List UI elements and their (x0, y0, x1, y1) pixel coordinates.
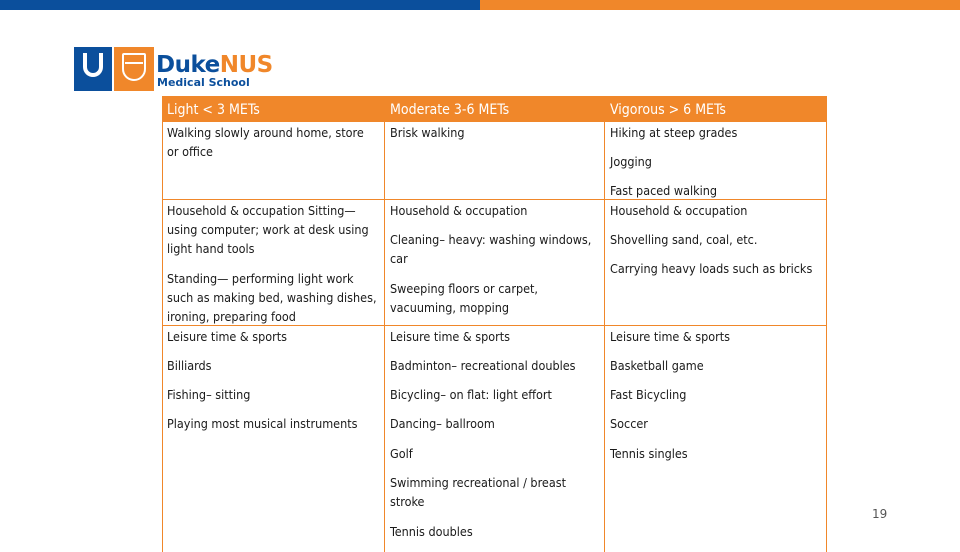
moderate-cell-text: Tennis doubles (390, 524, 473, 539)
header-light: Light < 3 METs (167, 102, 260, 118)
column-border (384, 122, 385, 552)
top-bar-blue (0, 0, 480, 10)
moderate-cell-text: Leisure time & sports (390, 329, 511, 344)
vigorous-cell-text: Basketball game (610, 358, 704, 373)
moderate-cell-text: Cleaning– heavy: washing windows, (390, 232, 592, 247)
vigorous-cell-text: Household & occupation (610, 203, 748, 218)
logo-subtitle: Medical School (157, 76, 250, 89)
light-cell-text: light hand tools (167, 241, 255, 256)
moderate-cell-text: Household & occupation (390, 203, 528, 218)
nus-crest-icon (114, 47, 154, 91)
vigorous-cell-text: Shovelling sand, coal, etc. (610, 232, 758, 247)
duke-nus-logo (74, 47, 273, 91)
column-border (604, 122, 605, 552)
vigorous-cell-text: Fast paced walking (610, 183, 718, 198)
mets-table (162, 96, 827, 546)
vigorous-cell-text: Jogging (610, 154, 652, 169)
moderate-cell-text: Swimming recreational / breast (390, 475, 567, 490)
header-vigorous: Vigorous > 6 METs (610, 102, 726, 118)
column-border (162, 122, 163, 552)
light-cell-text: ironing, preparing food (167, 309, 296, 324)
light-cell-text: Billiards (167, 358, 212, 373)
light-cell-text: such as making bed, washing dishes, (167, 290, 377, 305)
vigorous-cell-text: Hiking at steep grades (610, 125, 738, 140)
moderate-cell-text: Bicycling– on flat: light effort (390, 387, 552, 402)
header-moderate: Moderate 3-6 METs (390, 102, 510, 118)
moderate-cell-text: vacuuming, mopping (390, 300, 509, 315)
row-border (162, 199, 827, 200)
light-cell-text: Household & occupation Sitting— (167, 203, 356, 218)
top-bar-orange (480, 0, 960, 10)
page-number: 19 (872, 507, 888, 521)
light-cell-text: or office (167, 144, 213, 159)
vigorous-cell-text: Tennis singles (610, 446, 688, 461)
vigorous-cell-text: Carrying heavy loads such as bricks (610, 261, 813, 276)
moderate-cell-text: Dancing– ballroom (390, 416, 495, 431)
vigorous-cell-text: Leisure time & sports (610, 329, 731, 344)
light-cell-text: Standing— performing light work (167, 271, 354, 286)
logo-name: DukeNUS (156, 52, 273, 78)
light-cell-text: Fishing– sitting (167, 387, 251, 402)
moderate-cell-text: car (390, 251, 408, 266)
column-border (826, 122, 827, 552)
moderate-cell-text: Golf (390, 446, 413, 461)
vigorous-cell-text: Fast Bicycling (610, 387, 687, 402)
moderate-cell-text: Badminton– recreational doubles (390, 358, 576, 373)
vigorous-cell-text: Soccer (610, 416, 648, 431)
light-cell-text: Walking slowly around home, store (167, 125, 364, 140)
light-cell-text: Leisure time & sports (167, 329, 288, 344)
moderate-cell-text: stroke (390, 494, 425, 509)
moderate-cell-text: Sweeping floors or carpet, (390, 281, 538, 296)
light-cell-text: Playing most musical instruments (167, 416, 358, 431)
moderate-cell-text: Brisk walking (390, 125, 465, 140)
duke-shield-icon (74, 47, 112, 91)
light-cell-text: using computer; work at desk using (167, 222, 369, 237)
